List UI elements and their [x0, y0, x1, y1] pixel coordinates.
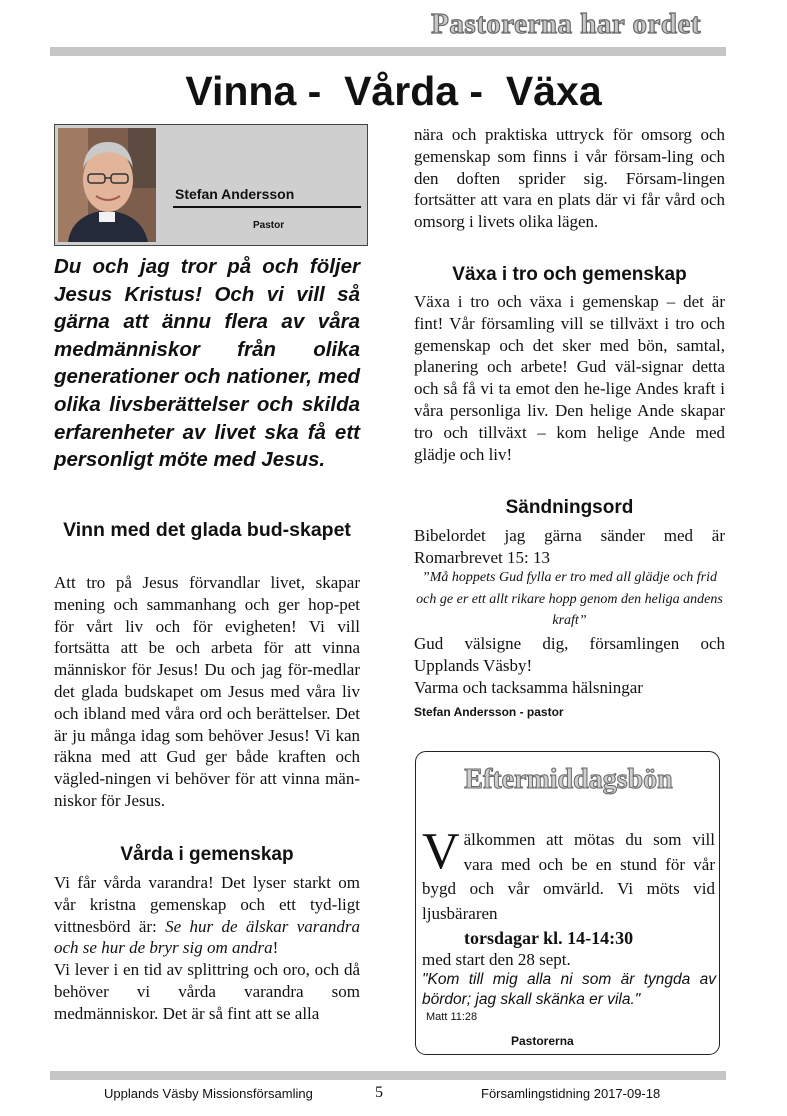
bible-verse: ”Må hoppets Gud fylla er tro med all glädje och frid och ge er ett allt rikare hopp genom den heliga andens kraft”: [416, 570, 723, 628]
prayer-notice-box: [415, 751, 720, 1055]
box-title: Eftermiddagsbön: [464, 764, 673, 795]
footer-publisher: Upplands Väsby Missionsförsamling: [104, 1086, 313, 1101]
header-rule: [50, 47, 726, 56]
drop-cap: V: [422, 823, 460, 880]
section-heading-varda: Vårda i gemenskap: [120, 844, 294, 865]
box-reference: Matt 11:28: [426, 1011, 478, 1023]
author-name: Stefan Andersson: [175, 186, 295, 202]
footer-issue: Församlingstidning 2017-09-18: [481, 1086, 661, 1101]
section-heading-vaxa: Växa i tro och gemenskap: [452, 264, 687, 285]
running-header-title: Pastorerna har ordet: [431, 8, 701, 40]
author-divider: [173, 206, 361, 208]
author-card: [54, 124, 368, 246]
section-text-sandningsord: Bibelordet jag gärna sänder med är Romarbrevet 15: 13: [414, 526, 725, 567]
section-quote: Se hur de älskar varandra och se hur de bryr sig om andra: [54, 916, 361, 958]
author-role: Pastor: [253, 220, 285, 231]
section-text-varda-continued: nära och praktiska uttryck för omsorg och gemenskap som finns i vår försam-ling och den doften sprider sig. Försam-lingen fortsätter att vara en plats där vi får vård och omsorg i livets olika lägen.: [414, 125, 725, 232]
article-signature: Stefan Andersson - pastor: [414, 705, 564, 719]
blessing-text: Gud välsigne dig, församlingen och Upplands Väsby!: [414, 634, 725, 675]
section-text-varda: Vi får vårda varandra! Det lyser starkt om vår kristna gemenskap och ett tyd-ligt vittnesbörd är: Se hur de älskar varandra och se hur de bryr sig om andra! Vi lever i en tid av splittring och oro, och då behöver vi vårda varandra som medmänniskor. Det är så fint att se alla: [54, 873, 361, 1023]
box-text: Välkommen att mötas du som vill vara med och be en stund för vår bygd och vår omvärld. Vi möts vid ljusbäraren: [422, 823, 715, 923]
section-text-vinn: Att tro på Jesus förvandlar livet, skapar mening och sammanhang och ger hop-pet för vårt liv och för evigheten! Vi vill fortsätta att be och arbeta för att vinna människor för Jesus! Du och jag för-medlar det glada budskapet om Jesus med våra liv och ibland med våra ord och berättelser. Det är ju många idag som behöver Jesus! Vi kan räkna med att Gud ger både kraften och vägled-ningen vi behöver för att vinna män-niskor för Jesus.: [54, 573, 360, 810]
section-text-vaxa: Växa i tro och växa i gemenskap – det är fint! Vår församling vill se tillväxt i tro och gemenskap och det sker med bön, samtal, planering och arbete! Gud väl-signar detta och så få vi ta emot den he-lige Andes kraft i våra personliga liv. Den helige Ande skapar tro och tillväxt – kom helige Ande med glädje och liv!: [414, 292, 725, 464]
greeting-text: Varma och tacksamma hälsningar: [414, 678, 643, 697]
footer-rule: [50, 1071, 726, 1080]
box-time: torsdagar kl. 14-14:30: [464, 928, 634, 948]
page-number: 5: [375, 1084, 383, 1101]
author-photo: [58, 128, 156, 242]
portrait-image: [58, 128, 156, 242]
section-heading-sandningsord: Sändningsord: [505, 497, 634, 518]
intro-paragraph: Du och jag tror på och följer Jesus Kristus! Och vi vill så gärna att ännu flera av våra medmänniskor från olika generationer och nationer, med olika livsberättelser och skilda erfarenheter av livet ska få ett personligt möte med Jesus.: [54, 255, 360, 472]
box-quote: "Kom till mig alla ni som är tyngda av bördor; jag skall skänka er vila.": [422, 971, 716, 1008]
box-start-date: med start den 28 sept.: [422, 950, 571, 969]
box-signature: Pastorerna: [511, 1034, 574, 1048]
section-heading-vinn: Vinn med det glada bud-skapet: [63, 519, 351, 541]
article-title: Vinna - Vårda - Växa: [185, 68, 602, 114]
